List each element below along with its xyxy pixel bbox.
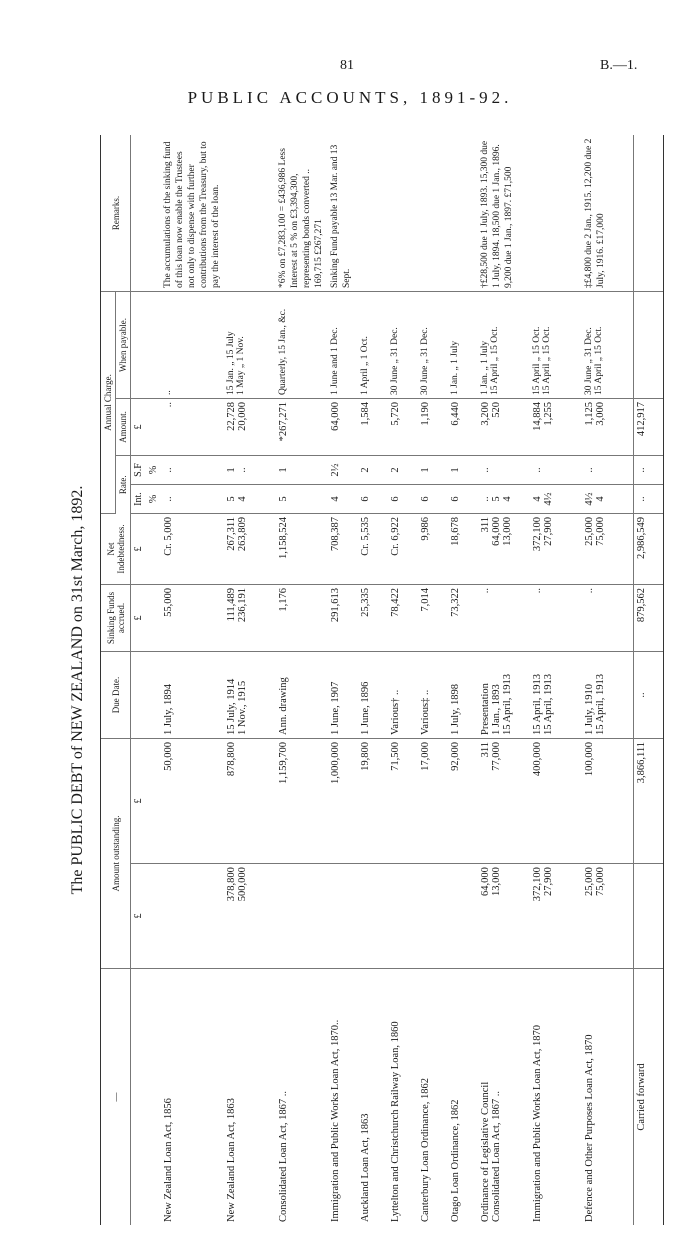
when-payable: 1 April „ 1 Oct.	[358, 292, 388, 399]
amount-part	[388, 864, 418, 969]
due-date: Various‡ ..	[418, 652, 448, 739]
interest-rate: .. 5 4	[478, 485, 530, 514]
amount-outstanding-header: Amount outstanding.	[101, 739, 131, 969]
table-row	[448, 135, 478, 1225]
when-payable: Quarterly, 15 Jan., &c.	[276, 292, 328, 399]
interest-rate: 4½ 4	[582, 485, 634, 514]
unit-pound: £	[131, 864, 147, 969]
sinking-fund-rate: 1 ..	[224, 456, 276, 485]
due-date: Presentation 1 Jan., 1893 15 April, 1913	[478, 652, 530, 739]
amount-header: Amount.	[116, 399, 131, 456]
remark: *6% on £7,283,100 = £436,986 Less Interest at 5 % on £3,394,300, representing bonds converted .. 169,715 £267,271	[276, 135, 328, 292]
remark	[358, 135, 388, 292]
amount-part	[276, 864, 328, 969]
amount-total: 92,000	[448, 739, 478, 864]
sinking-fund-rate: 2½	[328, 456, 358, 485]
interest-rate: 6	[418, 485, 448, 514]
net-indebtedness: 311 64,000 13,000	[478, 514, 530, 585]
sinking-fund: ..	[582, 585, 634, 652]
annual-amount: ..	[161, 399, 224, 456]
due-date: 1 July, 1910 15 April, 1913	[582, 652, 634, 739]
when-payable: ..	[161, 292, 224, 399]
unit-pound: £	[131, 739, 147, 864]
sinking-fund: 25,335	[358, 585, 388, 652]
annual-amount: 412,917	[634, 399, 664, 456]
loan-name: Consolidated Loan Act, 1867 ..	[278, 1091, 290, 1222]
sf-header: S.F	[131, 456, 147, 485]
amount-part: 372,100 27,900	[530, 864, 582, 969]
sinking-funds-header: Sinking Funds accrued.	[101, 585, 131, 652]
sinking-fund-rate: ..	[530, 456, 582, 485]
unit-pound: £	[131, 585, 147, 652]
when-payable: 30 June „ 31 Dec. 15 April „ 15 Oct.	[582, 292, 634, 399]
net-indebtedness: Cr. 5,000	[161, 514, 224, 585]
net-indebtedness: 2,986,549	[634, 514, 664, 585]
annual-amount: 64,000	[328, 399, 358, 456]
amount-part	[634, 864, 664, 969]
due-date: 15 April, 1913 15 April, 1913	[530, 652, 582, 739]
loan-name: Defence and Other Purposes Loan Act, 1870	[583, 1034, 595, 1222]
due-date: Ann. drawing	[276, 652, 328, 739]
amount-total: 71,500	[388, 739, 418, 864]
amount-total: 3,866,111	[634, 739, 664, 864]
table-row	[328, 135, 358, 1225]
sinking-fund: 7,014	[418, 585, 448, 652]
unit-pound: £	[131, 399, 147, 456]
sinking-fund: ..	[478, 585, 530, 652]
annual-amount: 1,125 3,000	[582, 399, 634, 456]
net-indebtedness: 1,158,524	[276, 514, 328, 585]
table-row	[582, 135, 634, 1225]
page-title: PUBLIC ACCOUNTS, 1891-92.	[187, 88, 513, 107]
table-row	[358, 135, 388, 1225]
interest-rate: 6	[448, 485, 478, 514]
amount-part	[328, 864, 358, 969]
sinking-fund: 111,489 236,191	[224, 585, 276, 652]
table-row	[478, 135, 530, 1225]
table-row	[388, 135, 418, 1225]
remark: Sinking Fund payable 13 Mar. and 13 Sept.	[328, 135, 358, 292]
remark	[634, 135, 664, 292]
interest-rate: 6	[358, 485, 388, 514]
unit-pound: £	[131, 514, 147, 585]
sinking-fund: 879,562	[634, 585, 664, 652]
due-date: 1 July, 1894	[161, 652, 224, 739]
table-row	[276, 135, 328, 1225]
when-payable-header: When payable.	[116, 292, 131, 399]
carried-forward-row	[634, 135, 664, 1225]
when-payable: 30 June „ 31 Dec.	[388, 292, 418, 399]
net-indebtedness: 708,387	[328, 514, 358, 585]
table-row	[418, 135, 448, 1225]
amount-part: 64,000 13,000	[478, 864, 530, 969]
interest-rate: 5	[276, 485, 328, 514]
amount-part	[161, 864, 224, 969]
amount-total: 311 77,000	[478, 739, 530, 864]
loan-name: Auckland Loan Act, 1863	[359, 1113, 371, 1222]
remark	[530, 135, 582, 292]
interest-rate: ..	[634, 485, 664, 514]
amount-total: 878,800	[224, 739, 276, 864]
sinking-fund-rate: 1	[276, 456, 328, 485]
interest-rate: 4 4½	[530, 485, 582, 514]
amount-total: 1,159,700	[276, 739, 328, 864]
unit-percent: %	[146, 485, 161, 514]
loan-name: Lyttelton and Christchurch Railway Loan, 1860	[389, 1021, 401, 1222]
sinking-fund: 78,422	[388, 585, 418, 652]
annual-amount: 22,728 20,000	[224, 399, 276, 456]
when-payable: 30 June „ 31 Dec.	[418, 292, 448, 399]
net-indebtedness: 25,000 75,000	[582, 514, 634, 585]
when-payable: 15 April „ 15 Oct. 15 April „ 15 Oct.	[530, 292, 582, 399]
amount-total: 19,800	[358, 739, 388, 864]
remark: ‡£4,800 due 2 Jan., 1915. 12,200 due 2 July, 1916. £17,000	[582, 135, 634, 292]
interest-rate: ..	[161, 485, 224, 514]
table-row	[530, 135, 582, 1225]
annual-amount: 1,584	[358, 399, 388, 456]
sinking-fund: 291,613	[328, 585, 358, 652]
net-indebtedness-header: Net Indebtedness.	[101, 514, 131, 585]
when-payable: 1 Jan. „ 1 July 15 April „ 15 Oct.	[478, 292, 530, 399]
net-indebtedness: Cr. 6,922	[388, 514, 418, 585]
remark	[224, 135, 276, 292]
interest-rate: 5 4	[224, 485, 276, 514]
amount-part: 25,000 75,000	[582, 864, 634, 969]
unit-percent: %	[146, 456, 161, 485]
sinking-fund-rate: ..	[582, 456, 634, 485]
interest-rate: 4	[328, 485, 358, 514]
amount-total: 1,000,000	[328, 739, 358, 864]
due-date: 15 July, 1914 1 Nov., 1915	[224, 652, 276, 739]
sinking-fund: 1,176	[276, 585, 328, 652]
due-date: 1 June, 1896	[358, 652, 388, 739]
loan-name: New Zealand Loan Act, 1856	[163, 1098, 174, 1222]
sinking-fund: ..	[530, 585, 582, 652]
public-debt-table	[100, 135, 664, 1225]
due-date: 1 July, 1898	[448, 652, 478, 739]
page-number: 81	[340, 58, 354, 73]
rotated-table-container	[60, 130, 700, 1250]
loan-name: Otago Loan Ordinance, 1862	[449, 1099, 461, 1222]
loan-header: —	[101, 969, 131, 1226]
loan-name: Immigration and Public Works Loan Act, 1870..	[329, 1019, 341, 1222]
annual-amount: *267,271	[276, 399, 328, 456]
loan-name: Canterbury Loan Ordinance, 1862	[419, 1077, 431, 1222]
sinking-fund-rate: 2	[358, 456, 388, 485]
when-payable	[634, 292, 664, 399]
page-reference: B.—1.	[600, 58, 638, 73]
annual-amount: 1,190	[418, 399, 448, 456]
amount-total: 50,000	[161, 739, 224, 864]
rate-header: Rate.	[116, 456, 131, 514]
due-date: 1 June, 1907	[328, 652, 358, 739]
amount-total: 100,000	[582, 739, 634, 864]
remarks-header: Remarks.	[101, 135, 131, 292]
when-payable: 1 Jan. „ 1 July	[448, 292, 478, 399]
sinking-fund-rate: 1	[448, 456, 478, 485]
net-indebtedness: 267,311 263,809	[224, 514, 276, 585]
amount-part	[448, 864, 478, 969]
annual-charge-header: Annual Charge.	[101, 292, 116, 514]
table-row	[161, 135, 224, 1225]
sinking-fund: 55,000	[161, 585, 224, 652]
remark: The accumulations of the sinking fund of this loan now enable the Trustees not only to dispense with further contributions from the Treasury, but to pay the interest of the loan.	[161, 135, 224, 292]
interest-rate: 6	[388, 485, 418, 514]
net-indebtedness: Cr. 5,535	[358, 514, 388, 585]
sinking-fund-rate: ..	[478, 456, 530, 485]
annual-amount: 3,200 520	[478, 399, 530, 456]
annual-amount: 14,884 1,255	[530, 399, 582, 456]
due-date: Various† ..	[388, 652, 418, 739]
amount-part: 378,800 500,000	[224, 864, 276, 969]
amount-total: 17,000	[418, 739, 448, 864]
table-title: The PUBLIC DEBT of NEW ZEALAND on 31st March, 1892.	[69, 485, 86, 895]
when-payable: 15 Jan. „ 15 July 1 May „ 1 Nov.	[224, 292, 276, 399]
amount-part	[418, 864, 448, 969]
amount-total: 400,000	[530, 739, 582, 864]
net-indebtedness: 372,100 27,900	[530, 514, 582, 585]
int-header: Int.	[131, 485, 147, 514]
loan-name: Ordinance of Legislative Council Consolidated Loan Act, 1867 ..	[479, 1081, 502, 1222]
sinking-fund-rate: 1	[418, 456, 448, 485]
sinking-fund: 73,322	[448, 585, 478, 652]
carried-label: Carried forward	[634, 969, 664, 1226]
net-indebtedness: 9,986	[418, 514, 448, 585]
remark	[448, 135, 478, 292]
loan-name: Immigration and Public Works Loan Act, 1870	[531, 1025, 543, 1222]
due-date-header: Due Date.	[101, 652, 131, 739]
remark	[388, 135, 418, 292]
remark: †£28,500 due 1 July, 1893. 15,300 due 1 July, 1894. 18,500 due 1 Jan., 1896. 9,200 due 1 Jan., 1897. £71,500	[478, 135, 530, 292]
sinking-fund-rate: ..	[161, 456, 224, 485]
table-row	[224, 135, 276, 1225]
loan-name: New Zealand Loan Act, 1863	[226, 1098, 238, 1222]
annual-amount: 6,440	[448, 399, 478, 456]
remark	[418, 135, 448, 292]
sinking-fund-rate: ..	[634, 456, 664, 485]
annual-amount: 5,720	[388, 399, 418, 456]
due-date: ..	[634, 652, 664, 739]
sinking-fund-rate: 2	[388, 456, 418, 485]
when-payable: 1 June and 1 Dec.	[328, 292, 358, 399]
net-indebtedness: 18,678	[448, 514, 478, 585]
amount-part	[358, 864, 388, 969]
